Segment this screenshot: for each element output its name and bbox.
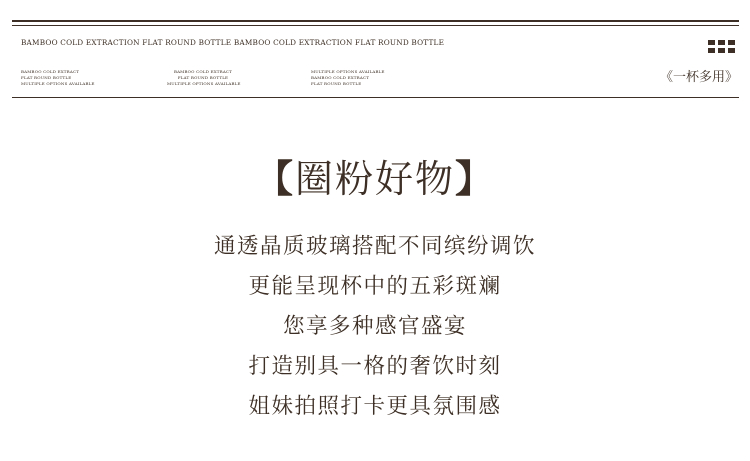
description-line: 姐妹拍照打卡更具氛围感 xyxy=(248,394,502,419)
small-text-line: BAMBOO COLD EXTRACT xyxy=(311,75,370,80)
description-line: 打造别具一格的奢饮时刻 xyxy=(248,354,502,379)
description-line: 通透晶质玻璃搭配不同缤纷调饮 xyxy=(213,234,536,259)
small-text-line: MULTIPLE OPTIONS AVAILABLE xyxy=(167,81,241,86)
top-rule-thick xyxy=(12,20,739,22)
heading-bracket-close: 】 xyxy=(455,156,496,201)
description-line: 更能呈现杯中的五彩斑斓 xyxy=(248,274,502,299)
header-small-text-col-2 xyxy=(167,69,239,87)
header-small-text-col-1 xyxy=(21,69,95,87)
header-small-text-col-3 xyxy=(311,69,385,87)
small-text-line: MULTIPLE OPTIONS AVAILABLE xyxy=(311,69,385,74)
small-text-line: FLAT ROUND BOTTLE xyxy=(21,75,72,80)
small-text-line: BAMBOO COLD EXTRACT xyxy=(21,69,80,74)
small-text-line: BAMBOO COLD EXTRACT xyxy=(173,69,233,74)
small-text-line: FLAT ROUND BOTTLE xyxy=(311,81,362,86)
section-heading xyxy=(0,148,750,203)
grid-icon xyxy=(708,40,735,53)
heading-text: 圈粉好物 xyxy=(294,157,455,201)
header-bottom-rule xyxy=(12,97,739,98)
description-lines xyxy=(0,230,750,430)
heading-bracket-open: 【 xyxy=(254,156,295,201)
small-text-line: FLAT ROUND BOTTLE xyxy=(177,75,229,80)
tagline: 《一杯多用》 xyxy=(659,70,738,85)
header-title: BAMBOO COLD EXTRACTION FLAT ROUND BOTTLE BAMBOO COLD EXTRACTION FLAT ROUND BOTTLE xyxy=(21,38,445,47)
top-rule-thin xyxy=(12,25,739,26)
small-text-line: MULTIPLE OPTIONS AVAILABLE xyxy=(21,81,95,86)
description-line: 您享多种感官盛宴 xyxy=(282,314,467,339)
